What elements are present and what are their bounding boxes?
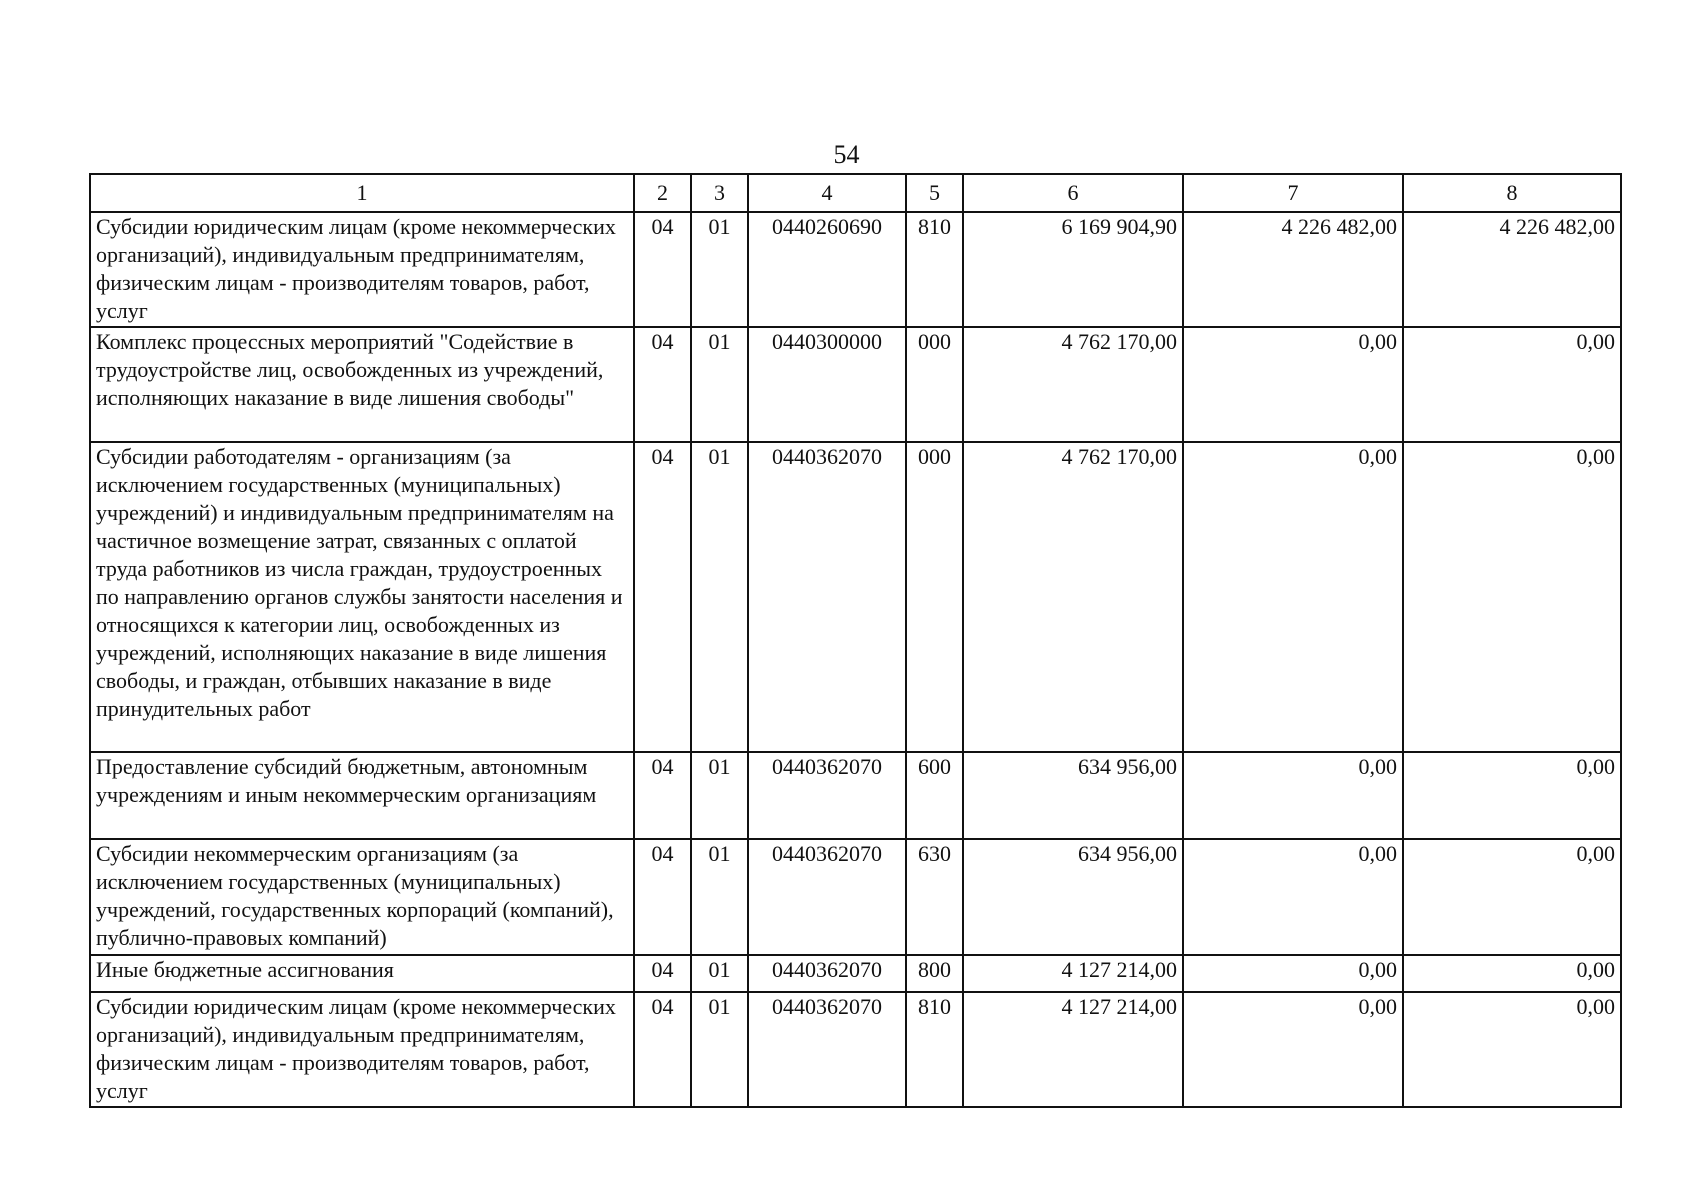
row-amount-1: 634 956,00 xyxy=(963,752,1183,839)
row-section-code: 04 xyxy=(634,212,691,327)
row-amount-3: 0,00 xyxy=(1403,327,1621,442)
row-amount-3: 0,00 xyxy=(1403,442,1621,752)
row-amount-3: 0,00 xyxy=(1403,955,1621,992)
row-amount-2: 0,00 xyxy=(1183,839,1403,955)
table-row xyxy=(90,327,1621,442)
row-subsection-code: 01 xyxy=(691,442,748,752)
row-subsection-code: 01 xyxy=(691,839,748,955)
column-header-6: 6 xyxy=(963,174,1183,212)
row-expense-type-code: 000 xyxy=(906,442,963,752)
row-amount-3: 0,00 xyxy=(1403,992,1621,1107)
row-amount-1: 4 762 170,00 xyxy=(963,442,1183,752)
row-expense-type-code: 810 xyxy=(906,212,963,327)
row-target-code: 0440362070 xyxy=(748,752,906,839)
row-expense-type-code: 000 xyxy=(906,327,963,442)
column-header-8: 8 xyxy=(1403,174,1621,212)
row-section-code: 04 xyxy=(634,992,691,1107)
budget-table xyxy=(89,173,1622,1108)
row-target-code: 0440300000 xyxy=(748,327,906,442)
row-name: Субсидии юридическим лицам (кроме некоммерческих организаций), индивидуальным предпринимателям, физическим лицам - производителям товаров, работ, услуг xyxy=(90,992,634,1107)
page-number: 54 xyxy=(833,140,860,169)
row-subsection-code: 01 xyxy=(691,992,748,1107)
row-expense-type-code: 630 xyxy=(906,839,963,955)
row-target-code: 0440362070 xyxy=(748,839,906,955)
table-row xyxy=(90,752,1621,839)
row-subsection-code: 01 xyxy=(691,955,748,992)
row-section-code: 04 xyxy=(634,752,691,839)
row-target-code: 0440362070 xyxy=(748,992,906,1107)
column-header-2: 2 xyxy=(634,174,691,212)
table-row xyxy=(90,992,1621,1107)
row-name: Субсидии юридическим лицам (кроме некоммерческих организаций), индивидуальным предпринимателям, физическим лицам - производителям товаров, работ, услуг xyxy=(90,212,634,327)
row-subsection-code: 01 xyxy=(691,752,748,839)
row-amount-1: 4 127 214,00 xyxy=(963,992,1183,1107)
row-amount-1: 634 956,00 xyxy=(963,839,1183,955)
column-header-7: 7 xyxy=(1183,174,1403,212)
row-name: Предоставление субсидий бюджетным, автономным учреждениям и иным некоммерческим организациям xyxy=(90,752,634,839)
row-amount-3: 0,00 xyxy=(1403,839,1621,955)
row-name: Субсидии работодателям - организациям (за исключением государственных (муниципальных) учреждений) и индивидуальным предпринимателям на частичное возмещение затрат, связанных с оплатой труда работников из числа граждан, трудоустроенных по направлению органов службы занятости населения и относящихся к категории лиц, освобожденных из учреждений, исполняющих наказание в виде лишения свободы, и граждан, отбывших наказание в виде принудительных работ xyxy=(90,442,634,752)
table-row xyxy=(90,442,1621,752)
row-section-code: 04 xyxy=(634,955,691,992)
row-amount-2: 0,00 xyxy=(1183,992,1403,1107)
column-header-4: 4 xyxy=(748,174,906,212)
row-amount-2: 4 226 482,00 xyxy=(1183,212,1403,327)
table-row xyxy=(90,955,1621,992)
row-section-code: 04 xyxy=(634,839,691,955)
table-row xyxy=(90,212,1621,327)
row-expense-type-code: 600 xyxy=(906,752,963,839)
row-subsection-code: 01 xyxy=(691,212,748,327)
row-amount-3: 4 226 482,00 xyxy=(1403,212,1621,327)
row-name: Иные бюджетные ассигнования xyxy=(90,955,634,992)
row-section-code: 04 xyxy=(634,327,691,442)
table-row xyxy=(90,839,1621,955)
column-header-1: 1 xyxy=(90,174,634,212)
row-target-code: 0440260690 xyxy=(748,212,906,327)
row-amount-2: 0,00 xyxy=(1183,327,1403,442)
row-expense-type-code: 810 xyxy=(906,992,963,1107)
row-expense-type-code: 800 xyxy=(906,955,963,992)
row-amount-2: 0,00 xyxy=(1183,955,1403,992)
column-header-5: 5 xyxy=(906,174,963,212)
row-subsection-code: 01 xyxy=(691,327,748,442)
row-amount-3: 0,00 xyxy=(1403,752,1621,839)
row-amount-2: 0,00 xyxy=(1183,752,1403,839)
header-row xyxy=(90,174,1621,212)
row-name: Субсидии некоммерческим организациям (за исключением государственных (муниципальных) учреждений, государственных корпораций (компаний), публично-правовых компаний) xyxy=(90,839,634,955)
column-header-3: 3 xyxy=(691,174,748,212)
row-section-code: 04 xyxy=(634,442,691,752)
row-amount-1: 4 127 214,00 xyxy=(963,955,1183,992)
row-target-code: 0440362070 xyxy=(748,955,906,992)
row-target-code: 0440362070 xyxy=(748,442,906,752)
row-name: Комплекс процессных мероприятий "Содействие в трудоустройстве лиц, освобожденных из учреждений, исполняющих наказание в виде лишения свободы" xyxy=(90,327,634,442)
row-amount-2: 0,00 xyxy=(1183,442,1403,752)
row-amount-1: 6 169 904,90 xyxy=(963,212,1183,327)
row-amount-1: 4 762 170,00 xyxy=(963,327,1183,442)
